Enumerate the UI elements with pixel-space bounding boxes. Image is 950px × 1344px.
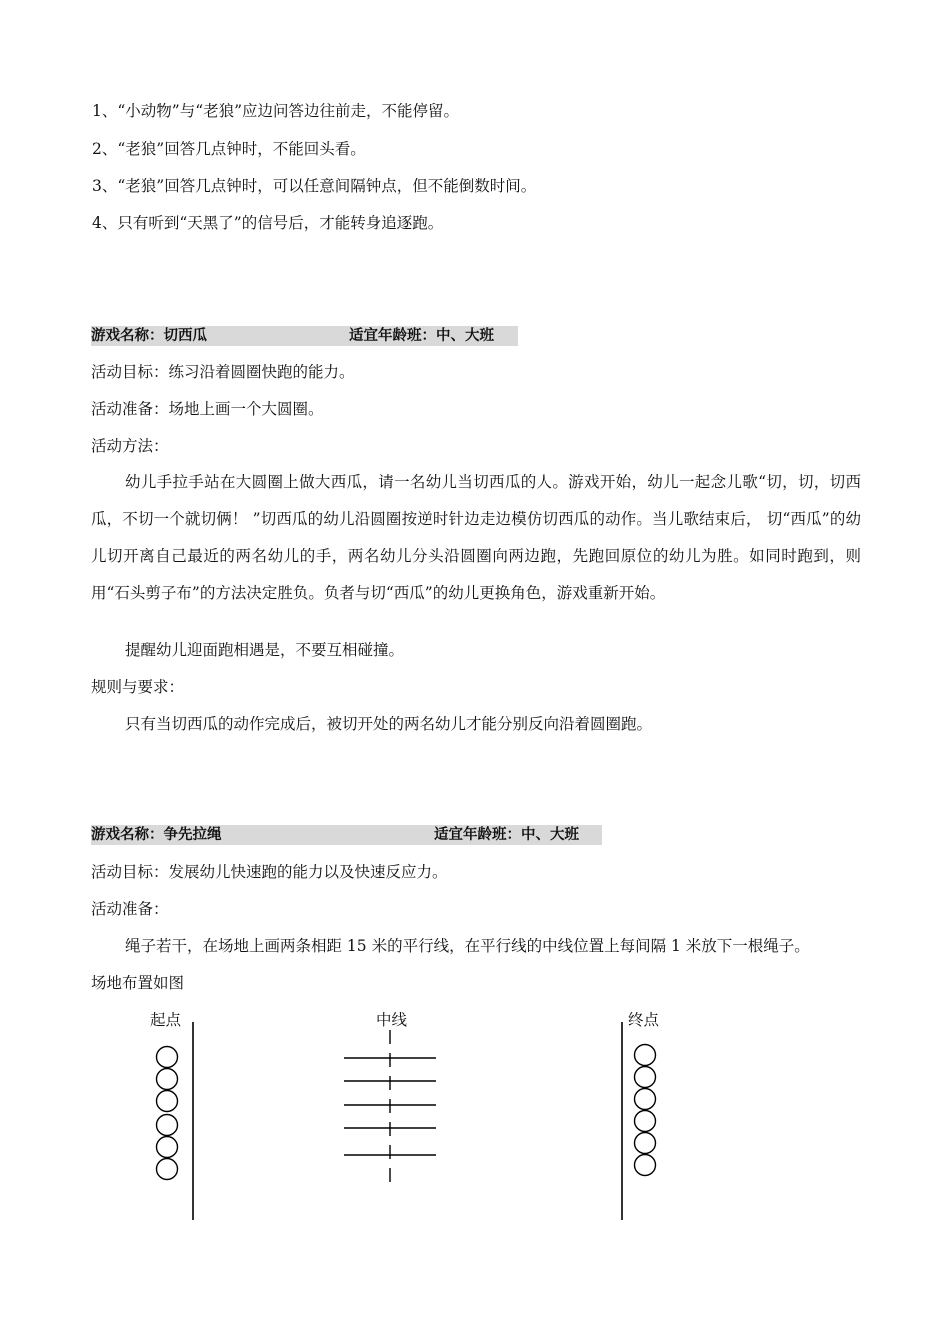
child-circle (635, 1111, 656, 1132)
child-circle (635, 1155, 656, 1176)
diagram-end-label: 终点 (628, 1011, 660, 1029)
game3-age: 适宜年龄班：中、大班 (434, 827, 579, 843)
game3-goal: 活动目标：发展幼儿快速跑的能力以及快速反应力。 (91, 863, 448, 881)
child-circle (157, 1047, 178, 1068)
start-children-group (157, 1047, 178, 1180)
child-circle (635, 1067, 656, 1088)
child-circle (635, 1089, 656, 1110)
game2-rules-label: 规则与要求： (91, 678, 185, 696)
child-circle (157, 1137, 178, 1158)
child-circle (157, 1091, 178, 1112)
child-circle (157, 1159, 178, 1180)
game2-reminder: 提醒幼儿迎面跑相遇是，不要互相碰撞。 (125, 641, 405, 659)
game1-rule-2: 2、“老狼”回答几点钟时，不能回头看。 (92, 140, 366, 158)
diagram-mid-label: 中线 (376, 1011, 408, 1029)
game2-rules-text: 只有当切西瓜的动作完成后，被切开处的两名幼儿才能分别反向沿着圆圈跑。 (125, 715, 653, 733)
child-circle (157, 1115, 178, 1136)
game3-prep-label: 活动准备： (91, 900, 169, 918)
end-children-group (635, 1045, 656, 1176)
game2-prep: 活动准备：场地上画一个大圆圈。 (91, 400, 324, 418)
game2-age: 适宜年龄班：中、大班 (349, 328, 494, 344)
game1-rule-3: 3、“老狼”回答几点钟时，可以任意间隔钟点，但不能倒数时间。 (92, 177, 537, 195)
child-circle (635, 1045, 656, 1066)
child-circle (157, 1069, 178, 1090)
game2-goal: 活动目标：练习沿着圆圈快跑的能力。 (91, 363, 355, 381)
game1-rule-4: 4、只有听到“天黑了”的信号后，才能转身追逐跑。 (92, 214, 444, 232)
game3-name: 游戏名称：争先拉绳 (91, 827, 222, 843)
game2-method-text: 幼儿手拉手站在大圆圈上做大西瓜，请一名幼儿当切西瓜的人。游戏开始，幼儿一起念儿歌“切，切，切西瓜，不切一个就切俩！ ”切西瓜的幼儿沿圆圈按逆时针边走边模仿切西瓜的动作。当儿歌结束后， 切“西瓜”的幼儿切开离自己最近的两名幼儿的手，两名幼儿分头沿圆圈向两边跑，先跑回原位的幼儿为胜。如同时跑到，则用“石头剪子布”的方法决定胜负。负者与切“西瓜”的幼儿更换角色，游戏重新开始。 (91, 473, 861, 602)
diagram-start-label: 起点 (150, 1011, 182, 1029)
game2-method-label: 活动方法： (91, 437, 169, 455)
game3-layout-caption: 场地布置如图 (91, 974, 185, 992)
game3-prep-text: 绳子若干，在场地上画两条相距 15 米的平行线，在平行线的中线位置上每间隔 1 米放下一根绳子。 (125, 937, 810, 955)
ropes-group (344, 1058, 436, 1155)
child-circle (635, 1133, 656, 1154)
game2-name: 游戏名称：切西瓜 (91, 328, 207, 344)
game1-rule-1: 1、“小动物”与“老狼”应边问答边往前走，不能停留。 (92, 102, 460, 120)
